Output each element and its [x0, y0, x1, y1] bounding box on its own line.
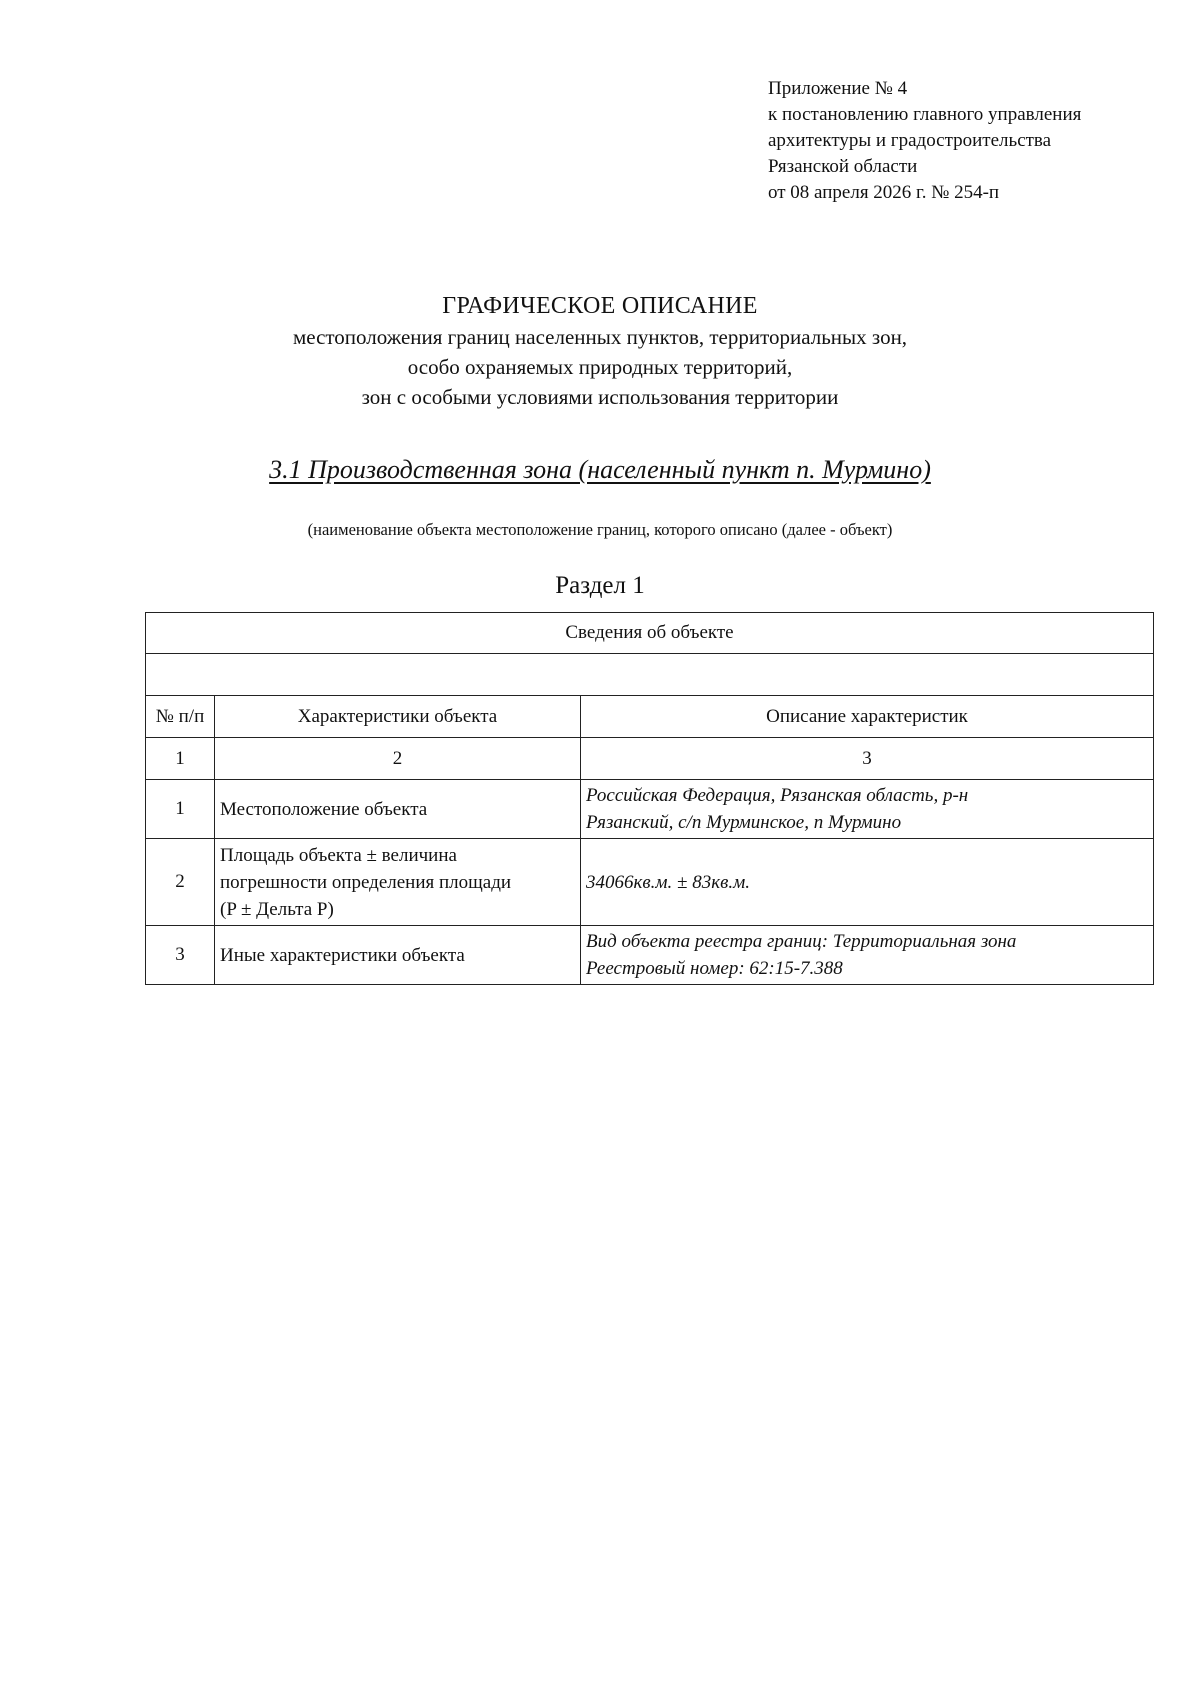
row-description-line: Рязанский, с/п Мурминское, п Мурмино — [586, 812, 902, 833]
header-characteristic: Характеристики объекта — [215, 696, 581, 738]
row-description-line: Российская Федерация, Рязанская область, р-н — [586, 785, 969, 806]
row-num: 2 — [146, 839, 215, 926]
column-number: 1 — [146, 738, 215, 780]
row-num: 3 — [146, 926, 215, 985]
object-name-note: (наименование объекта местоположение границ, которого описано (далее - объект) — [307, 520, 893, 539]
row-num: 1 — [146, 780, 215, 839]
table-blank-row — [146, 654, 1154, 696]
table-header-row — [146, 696, 1154, 738]
object-name: 3.1 Производственная зона (населенный пункт п. Мурмино) — [269, 455, 931, 484]
appendix-line: архитектуры и градостроительства — [768, 130, 1052, 151]
appendix-line: от 08 апреля 2026 г. № 254-п — [768, 182, 1000, 203]
column-number: 3 — [581, 738, 1154, 780]
row-characteristic-line: Иные характеристики объекта — [220, 944, 465, 966]
row-characteristic-line: Местоположение объекта — [220, 798, 428, 820]
row-description — [581, 780, 1154, 839]
row-characteristic-line: погрешности определения площади — [220, 871, 512, 893]
row-description — [581, 926, 1154, 985]
table-row — [146, 780, 1154, 839]
table-row — [146, 839, 1154, 926]
row-description-line: Реестровый номер: 62:15-7.388 — [586, 958, 843, 979]
object-info-table — [145, 612, 1154, 985]
column-number: 2 — [215, 738, 581, 780]
table-blank-cell — [146, 654, 1154, 696]
row-characteristic — [215, 780, 581, 839]
row-description-line: 34066кв.м. ± 83кв.м. — [586, 871, 750, 893]
subtitle-line: зон с особыми условиями использования территории — [361, 385, 839, 409]
header-num: № п/п — [146, 696, 215, 738]
appendix-line: Рязанской области — [768, 156, 918, 177]
appendix-line: к постановлению главного управления — [768, 104, 1082, 125]
header-description: Описание характеристик — [581, 696, 1154, 738]
appendix-block — [768, 76, 1081, 206]
row-description-line: Вид объекта реестра границ: Территориальная зона — [586, 931, 1017, 952]
row-description — [581, 839, 1154, 926]
row-characteristic-line: (P ± Дельта P) — [220, 898, 334, 920]
table-caption-row — [146, 613, 1154, 654]
row-characteristic — [215, 926, 581, 985]
table-row — [146, 926, 1154, 985]
table-caption: Сведения об объекте — [146, 613, 1154, 654]
section-title: Раздел 1 — [555, 572, 645, 599]
row-characteristic-line: Площадь объекта ± величина — [220, 844, 457, 866]
document-title: ГРАФИЧЕСКОЕ ОПИСАНИЕ — [442, 293, 758, 319]
title-block — [0, 290, 1200, 412]
subtitle-line: местоположения границ населенных пунктов, территориальных зон, — [292, 325, 908, 349]
subtitle-line: особо охраняемых природных территорий, — [407, 355, 793, 379]
appendix-line: Приложение № 4 — [768, 78, 908, 99]
row-characteristic — [215, 839, 581, 926]
table-column-number-row — [146, 738, 1154, 780]
